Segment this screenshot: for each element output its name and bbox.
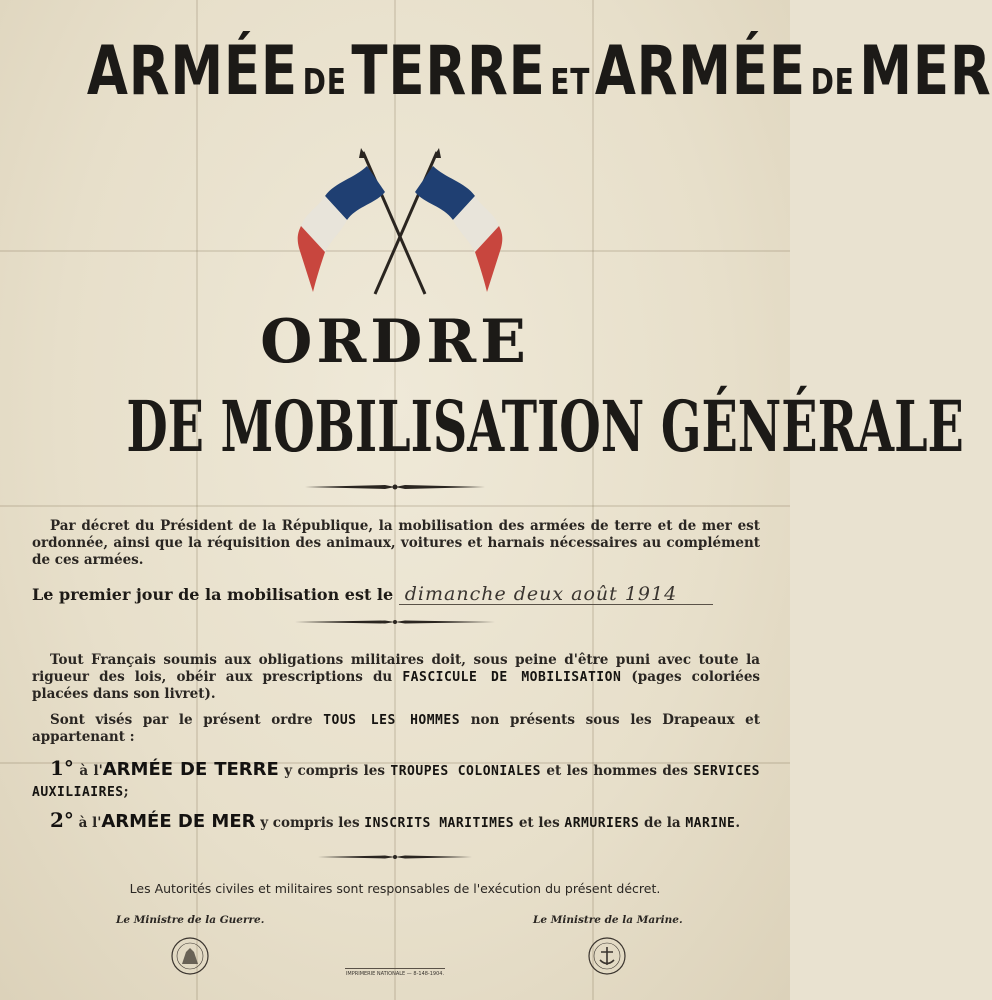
poster-header xyxy=(86,32,992,111)
marine-caps: MARINE xyxy=(685,816,736,831)
responsables-line: Les Autorités civiles et militaires sont responsables de l'exécution du présent décret. xyxy=(129,881,661,896)
armee-de-terre-caps: ARMÉE DE TERRE xyxy=(102,759,279,780)
decree-paragraph: Par décret du Président de la République, la mobilisation des armées de terre et de mer est ordonnée, ainsi que la réquisition des animaux, voitures et harnais nécessaires au complément de ces armées. xyxy=(32,518,760,568)
handwritten-date: dimanche deux août 1914 xyxy=(399,584,713,605)
item-number: 1° xyxy=(50,756,74,780)
vises-text: Sont visés par le présent ordre xyxy=(50,712,313,728)
item-punct: . xyxy=(735,815,741,831)
vises-text: non présents sous les Drapeaux et appartenant : xyxy=(32,712,760,745)
minister-marine: Le Ministre de la Marine. xyxy=(533,914,683,926)
ornament-divider xyxy=(0,617,790,627)
title-ordre: ORDRE xyxy=(260,307,530,377)
fold-line xyxy=(0,505,790,507)
fold-line xyxy=(196,0,198,1000)
first-day-label: Le premier jour de la mobilisation est le xyxy=(32,585,394,604)
inscrits-maritimes-caps: INSCRITS MARITIMES xyxy=(364,816,515,831)
header-word: DE xyxy=(810,62,855,103)
header-word: ARMÉE xyxy=(594,32,806,111)
tous-les-hommes-caps: TOUS LES HOMMES xyxy=(323,713,461,728)
item-text: et les hommes des xyxy=(546,763,688,779)
imprint-line: IMPRIMERIE NATIONALE — 8-148-1904. xyxy=(345,968,445,977)
item-text: de la xyxy=(644,815,681,831)
item-text: à l' xyxy=(79,763,103,779)
item-number: 2° xyxy=(50,808,74,832)
item-punct: ; xyxy=(123,784,129,800)
obligations-paragraph xyxy=(32,652,760,703)
obligations-text: (pages coloriées placées dans son livret). xyxy=(32,669,761,702)
header-word: TERRE xyxy=(351,32,546,111)
item-text: y compris les xyxy=(260,815,360,831)
seal-marine-icon xyxy=(587,936,627,976)
troupes-coloniales-caps: TROUPES COLONIALES xyxy=(390,764,541,779)
header-word: DE xyxy=(302,62,347,103)
header-word: ET xyxy=(550,62,591,103)
header-word: ARMÉE xyxy=(86,32,298,111)
ornament-divider xyxy=(0,852,790,862)
armuriers-caps: ARMURIERS xyxy=(564,816,640,831)
fascicule-caps: FASCICULE DE MOBILISATION xyxy=(402,670,622,685)
obligations-text: Tout Français soumis aux obligations militaires doit, sous peine d'être puni avec toute la rigueur des lois, obéir aux prescriptions du xyxy=(32,652,760,685)
crossed-flags-icon xyxy=(295,148,505,298)
services-auxiliaires-caps: SERVICES AUXILIAIRES xyxy=(32,764,760,800)
minister-guerre: Le Ministre de la Guerre. xyxy=(116,914,265,926)
item-text: et les xyxy=(518,815,560,831)
item-armee-de-mer xyxy=(32,810,760,834)
armee-de-mer-caps: ARMÉE DE MER xyxy=(101,811,256,832)
item-text: y compris les xyxy=(284,763,385,779)
ornament-divider xyxy=(0,482,790,492)
title-mobilisation: DE MOBILISATION GÉNÉRALE xyxy=(126,385,964,468)
fold-line xyxy=(592,0,594,1000)
item-text: à l' xyxy=(78,815,102,831)
item-armee-de-terre xyxy=(32,758,760,803)
header-word: MER xyxy=(859,32,992,111)
vises-paragraph xyxy=(32,712,760,746)
seal-guerre-icon xyxy=(170,936,210,976)
first-day-line xyxy=(32,584,772,605)
